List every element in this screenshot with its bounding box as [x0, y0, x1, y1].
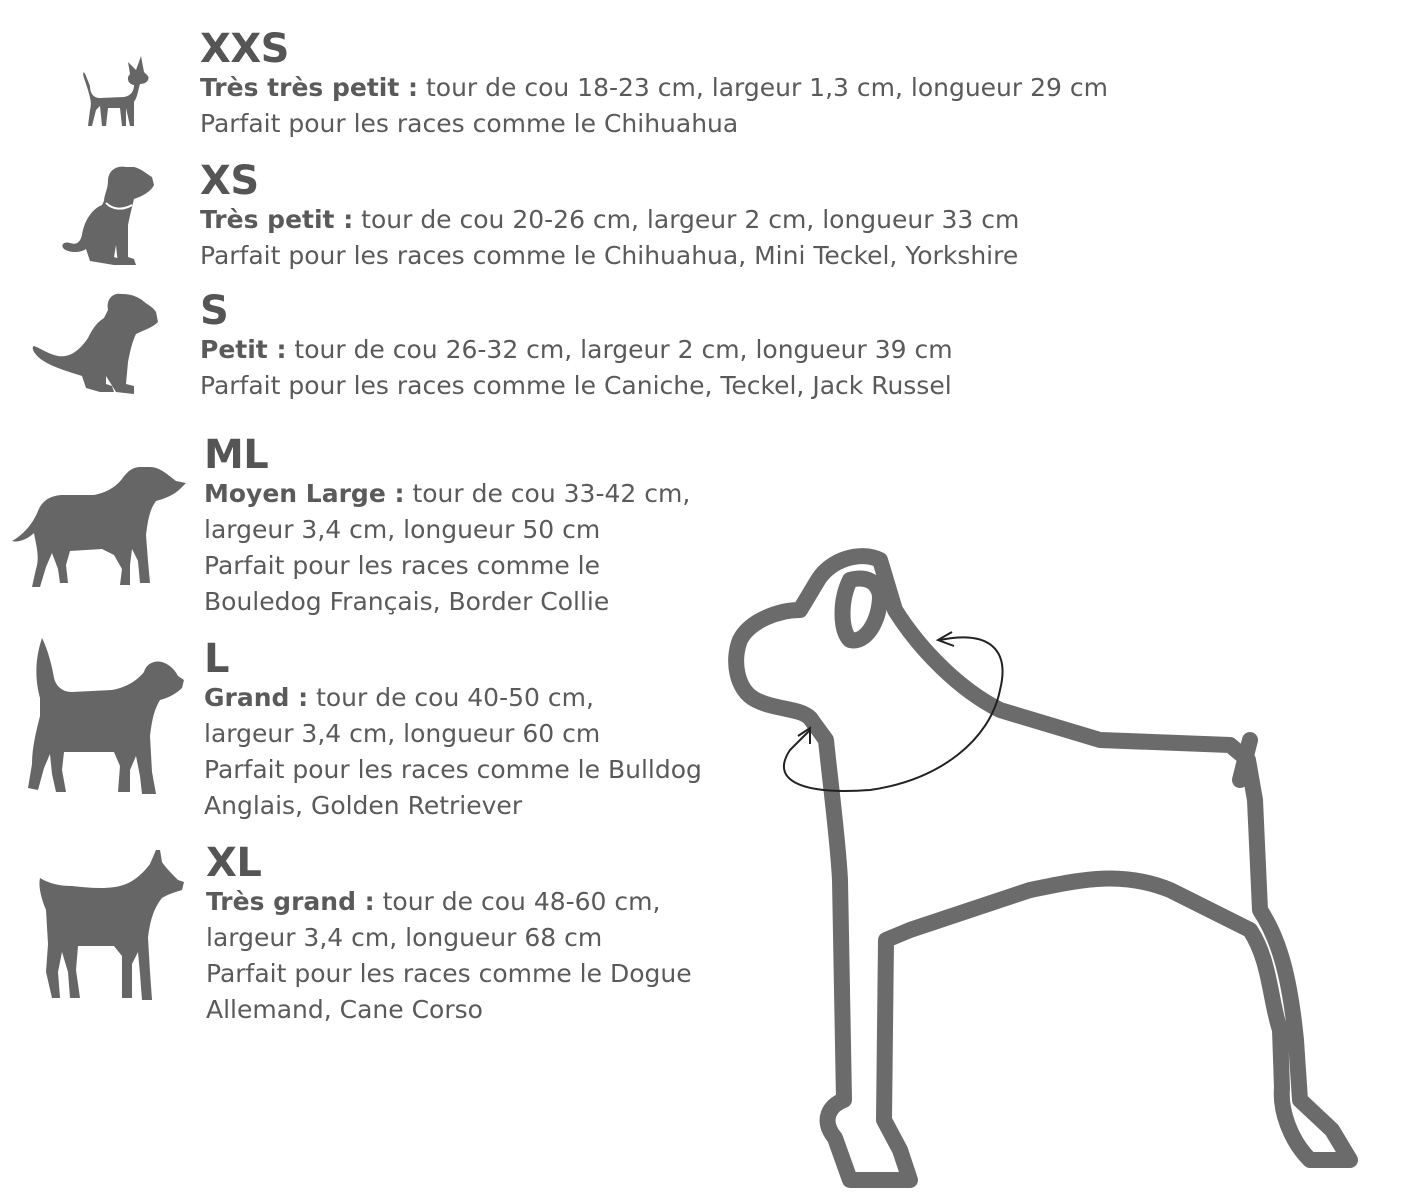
size-block-ml	[204, 434, 690, 620]
size-block-xs	[200, 160, 1019, 274]
size-breeds-continued: Anglais, Golden Retriever	[204, 791, 523, 820]
size-block-s	[200, 290, 953, 404]
size-name: Très très petit :	[200, 73, 419, 102]
size-spec-line	[204, 476, 690, 512]
size-spec-line	[204, 680, 702, 716]
size-spec: tour de cou 40-50 cm,	[308, 683, 594, 712]
size-breeds-continued: Bouledog Français, Border Collie	[204, 587, 610, 616]
size-breeds-continued: Allemand, Cane Corso	[206, 995, 483, 1024]
size-spec: tour de cou 26-32 cm, largeur 2 cm, longueur 39 cm	[286, 335, 953, 364]
size-name: Moyen Large :	[204, 479, 405, 508]
size-spec: tour de cou 20-26 cm, largeur 2 cm, longueur 33 cm	[353, 205, 1020, 234]
size-spec-continued: largeur 3,4 cm, longueur 50 cm	[204, 515, 601, 544]
sitting-puppy-icon	[58, 165, 160, 267]
dog-outline-neck-measure-icon	[700, 540, 1390, 1190]
size-spec-line	[200, 332, 953, 368]
great-dane-icon	[30, 848, 184, 1004]
size-spec-line	[200, 202, 1019, 238]
size-spec: tour de cou 33-42 cm,	[404, 479, 691, 508]
medium-dog-icon	[10, 465, 186, 591]
size-code: XXS	[200, 26, 289, 72]
size-code: XS	[200, 158, 259, 204]
large-dog-icon	[18, 636, 184, 798]
chihuahua-icon	[78, 52, 158, 130]
size-block-xl	[206, 842, 692, 1028]
size-code: S	[200, 288, 229, 334]
size-code: XL	[206, 840, 262, 886]
size-breeds: Parfait pour les races comme le Chihuahua, Mini Teckel, Yorkshire	[200, 241, 1019, 270]
size-spec: tour de cou 48-60 cm,	[374, 887, 661, 916]
size-name: Très grand :	[206, 887, 375, 916]
size-block-xxs	[200, 28, 1108, 142]
size-spec-continued: largeur 3,4 cm, longueur 60 cm	[204, 719, 601, 748]
size-block-l	[204, 638, 702, 824]
size-spec-line	[200, 70, 1108, 106]
size-breeds: Parfait pour les races comme le Chihuahua	[200, 109, 739, 138]
size-name: Très petit :	[200, 205, 354, 234]
size-spec-continued: largeur 3,4 cm, longueur 68 cm	[206, 923, 603, 952]
size-code: ML	[204, 432, 269, 478]
dog-tail-path	[1240, 740, 1250, 780]
size-name: Grand :	[204, 683, 309, 712]
size-breeds: Parfait pour les races comme le	[204, 551, 600, 580]
size-code: L	[204, 636, 229, 682]
size-breeds: Parfait pour les races comme le Caniche, Teckel, Jack Russel	[200, 371, 952, 400]
size-breeds: Parfait pour les races comme le Bulldog	[204, 755, 702, 784]
size-breeds: Parfait pour les races comme le Dogue	[206, 959, 692, 988]
size-name: Petit :	[200, 335, 287, 364]
size-spec: tour de cou 18-23 cm, largeur 1,3 cm, longueur 29 cm	[418, 73, 1108, 102]
dog-ear-path	[843, 579, 881, 641]
sitting-dog-icon	[30, 292, 162, 396]
dog-outline-path	[736, 556, 1350, 1180]
size-spec-line	[206, 884, 692, 920]
